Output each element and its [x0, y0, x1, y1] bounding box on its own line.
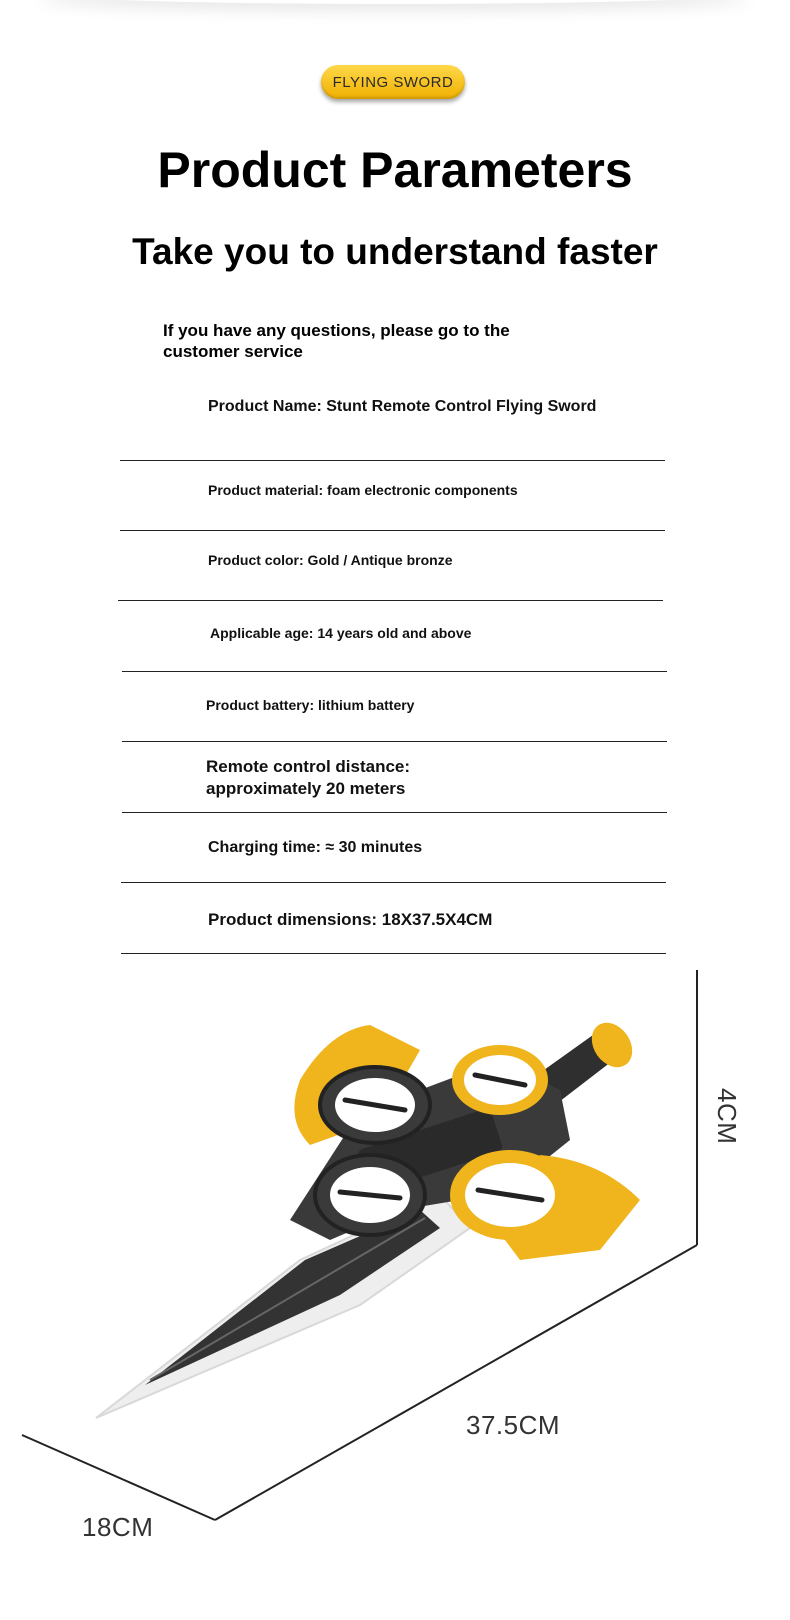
width-label: 18CM — [82, 1512, 154, 1542]
divider — [121, 953, 666, 954]
flying-sword-badge: FLYING SWORD — [321, 65, 465, 99]
param-remote-distance: Remote control distance: approximately 20 meters — [206, 757, 411, 798]
height-label: 4CM — [712, 1088, 742, 1145]
divider — [121, 882, 666, 883]
top-shadow — [40, 0, 750, 4]
page-subtitle: Take you to understand faster — [132, 231, 658, 272]
param-color: Product color: Gold / Antique bronze — [208, 552, 453, 568]
flying-sword-drone-icon — [96, 1015, 641, 1418]
param-charging-time: Charging time: ≈ 30 minutes — [208, 839, 423, 856]
param-dimensions: Product dimensions: 18X37.5X4CM — [208, 910, 493, 929]
param-battery: Product battery: lithium battery — [206, 697, 415, 713]
param-product-name: Product Name: Stunt Remote Control Flying Sword — [208, 398, 597, 415]
divider — [122, 741, 667, 742]
param-material: Product material: foam electronic components — [208, 482, 518, 498]
customer-service-note: If you have any questions, please go to the customer service — [163, 321, 510, 361]
divider — [120, 530, 665, 531]
divider — [122, 812, 667, 813]
divider — [122, 671, 667, 672]
width-dimension-line — [22, 1435, 215, 1520]
param-age: Applicable age: 14 years old and above — [210, 625, 472, 641]
divider — [120, 460, 665, 461]
page-title: Product Parameters — [157, 142, 633, 198]
length-label: 37.5CM — [466, 1410, 561, 1440]
divider — [118, 600, 663, 601]
